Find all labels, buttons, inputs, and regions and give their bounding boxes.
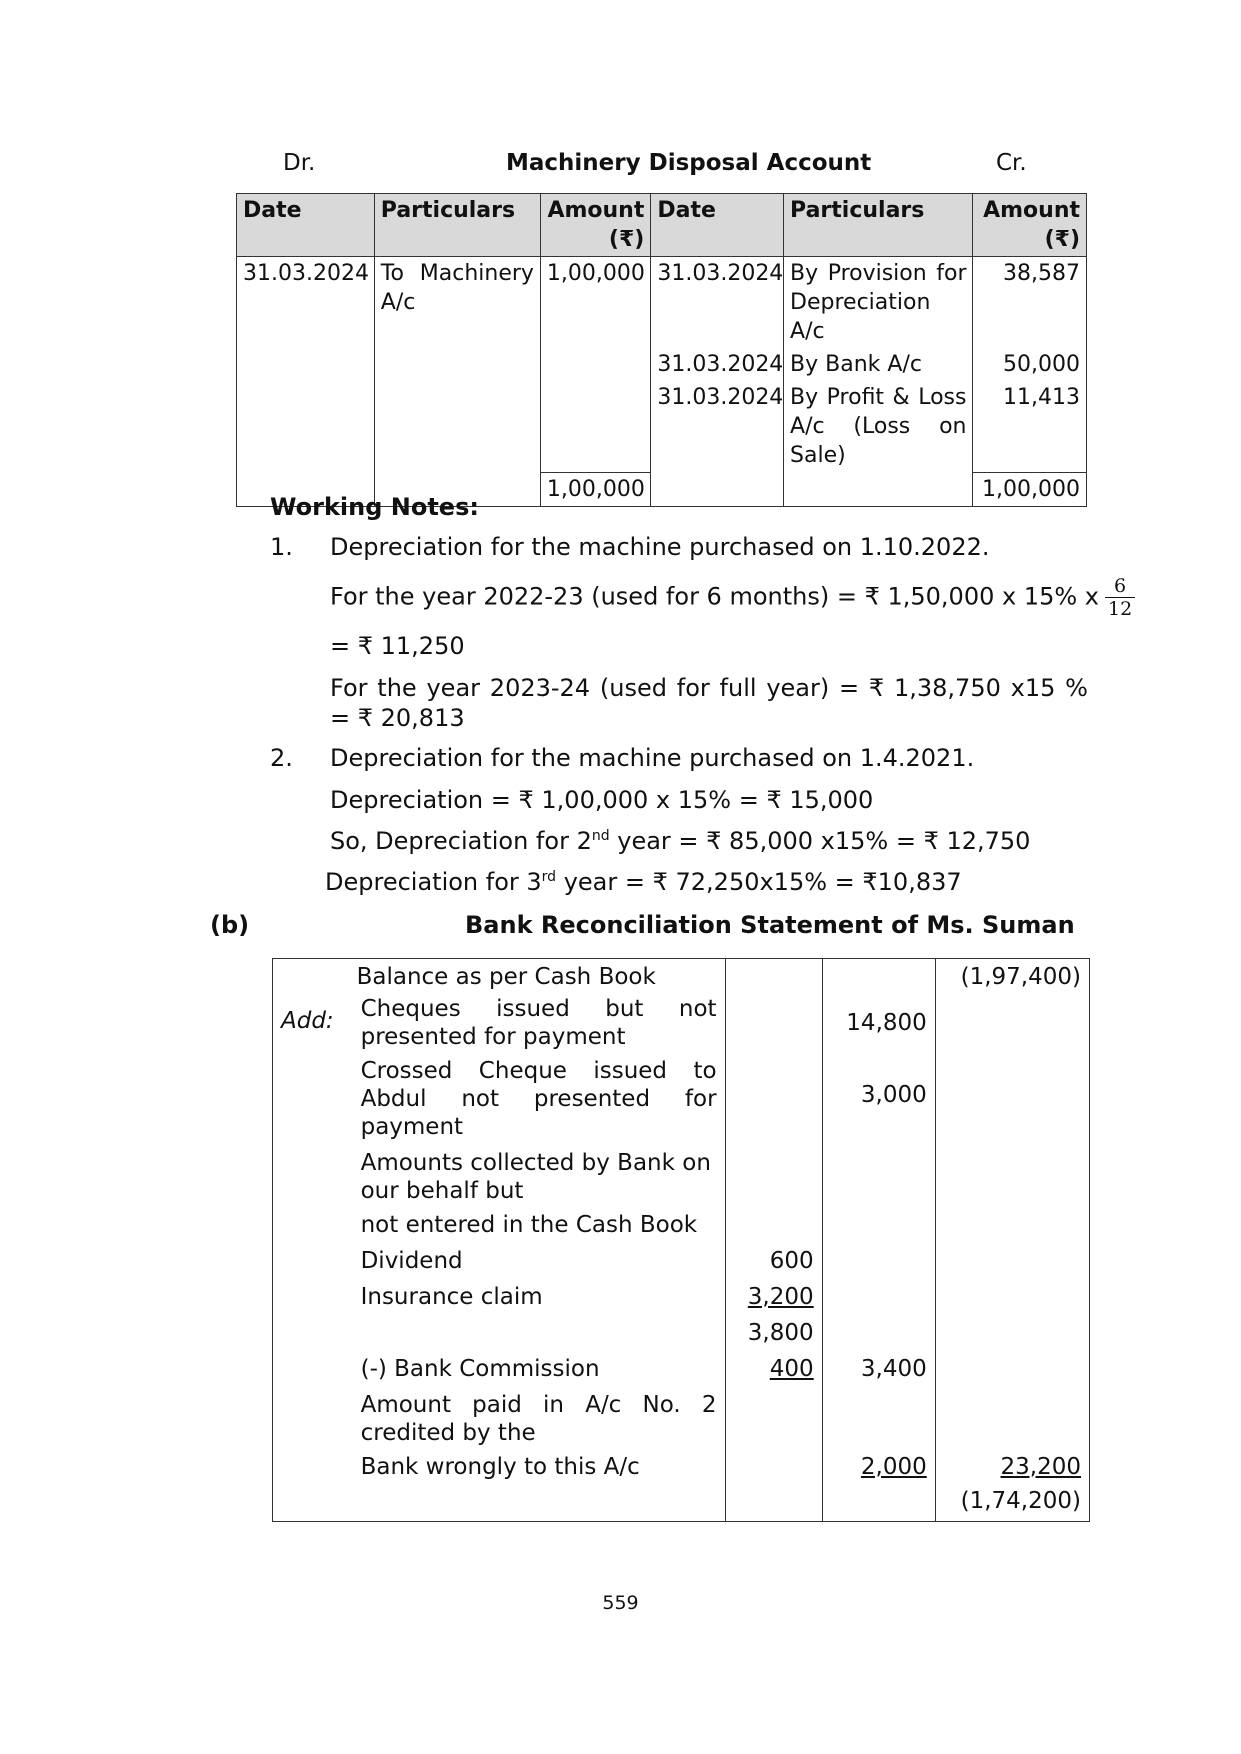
header-amount-cr: Amount (₹) [973,194,1087,257]
ledger-header-row [237,194,1087,257]
note2-number: 2. [270,744,293,772]
note2-line2 [330,826,1030,856]
add-label: Add: [273,991,353,1051]
commission-amount: 400 [725,1347,822,1383]
cr-label: Cr. [996,150,1027,176]
amount-paid-text: Amount paid in A/c No. 2 credited by the [353,1383,725,1447]
debit-date: 31.03.2024 [237,257,375,349]
table-row [237,348,1087,381]
net-collected-amount: 3,400 [822,1347,935,1383]
page-number: 559 [602,1592,639,1614]
total-add-amount: 23,200 [935,1447,1089,1481]
header-particulars-cr: Particulars [784,194,973,257]
dividend-amount: 600 [725,1239,822,1275]
balance-label: Balance as per Cash Book [353,959,725,992]
credit-amount: 50,000 [973,348,1087,381]
note1-title: Depreciation for the machine purchased on 1.10.2022. [330,533,990,561]
insurance-text: Insurance claim [353,1275,725,1311]
table-row [273,1447,1090,1481]
note2-line3-b: year = ₹ 72,250x15% = ₹10,837 [556,868,962,896]
not-entered-text: not entered in the Cash Book [353,1205,725,1239]
debit-particulars: To Machinery A/c [374,257,540,349]
subtotal-amount: 3,800 [725,1311,822,1347]
bank-reconciliation-table [272,958,1090,1522]
note1-line2: = ₹ 11,250 [330,632,465,660]
table-row [273,1051,1090,1141]
credit-amount: 38,587 [973,257,1087,349]
collected-text: Amounts collected by Bank on our behalf but [353,1141,725,1205]
superscript: rd [541,869,557,885]
table-row [273,1239,1090,1275]
table-row [273,1141,1090,1205]
table-row [273,1347,1090,1383]
header-amount-dr: Amount (₹) [540,194,650,257]
bank-wrongly-text: Bank wrongly to this A/c [353,1447,725,1481]
table-row [273,1205,1090,1239]
credit-date: 31.03.2024 [651,257,784,349]
table-row [273,959,1090,992]
note1-number: 1. [270,533,293,561]
dividend-text: Dividend [353,1239,725,1275]
credit-particulars: By Provision for Depreciation A/c [784,257,973,349]
insurance-amount: 3,200 [725,1275,822,1311]
note1-line1-text: For the year 2022-23 (used for 6 months) = ₹ 1,50,000 x 15% x [330,582,1099,611]
account-title: Machinery Disposal Account [506,150,872,176]
superscript: nd [591,828,610,844]
credit-amount: 11,413 [973,381,1087,472]
note2-line3 [325,867,962,897]
section-label-b: (b) [210,911,250,939]
note2-line2-b: year = ₹ 85,000 x15% = ₹ 12,750 [609,827,1031,855]
fraction-denominator: 12 [1108,598,1133,620]
note2-line3-a: Depreciation for 3 [325,868,542,896]
cheques-text: Cheques issued but not presented for payment [353,991,725,1051]
table-row [273,991,1090,1051]
table-row [273,1311,1090,1347]
fraction-numerator: 6 [1105,575,1135,598]
dr-label: Dr. [283,150,316,176]
credit-particulars: By Profit & Loss A/c (Loss on Sale) [784,381,973,472]
header-particulars-dr: Particulars [374,194,540,257]
note2-line1: Depreciation = ₹ 1,00,000 x 15% = ₹ 15,000 [330,786,874,814]
debit-total: 1,00,000 [540,472,650,506]
working-notes-heading: Working Notes: [270,493,479,521]
fraction [1105,575,1135,620]
credit-particulars: By Bank A/c [784,348,973,381]
table-row [273,1275,1090,1311]
table-row [273,1481,1090,1522]
final-balance-amount: (1,74,200) [935,1481,1089,1522]
machinery-disposal-account-table [236,193,1087,507]
note2-title: Depreciation for the machine purchased on 1.4.2021. [330,744,975,772]
table-row [237,381,1087,472]
note1-line1 [330,575,1133,620]
header-date-cr: Date [651,194,784,257]
bank-wrongly-amount: 2,000 [822,1447,935,1481]
balance-amount: (1,97,400) [935,959,1089,992]
credit-total: 1,00,000 [973,472,1087,506]
header-date-dr: Date [237,194,375,257]
commission-text: (-) Bank Commission [353,1347,725,1383]
cheques-amount: 14,800 [822,991,935,1051]
table-row [237,257,1087,349]
brs-title: Bank Reconciliation Statement of Ms. Suman [465,911,1075,939]
note2-line2-a: So, Depreciation for 2 [330,827,592,855]
note1-line3: For the year 2023-24 (used for full year) = ₹ 1,38,750 x15 % = ₹ 20,813 [330,674,1088,732]
crossed-cheque-amount: 3,000 [822,1051,935,1141]
debit-amount: 1,00,000 [540,257,650,349]
crossed-cheque-text: Crossed Cheque issued to Abdul not presented for payment [353,1051,725,1141]
table-row [273,1383,1090,1447]
credit-date: 31.03.2024 [651,381,784,472]
credit-date: 31.03.2024 [651,348,784,381]
